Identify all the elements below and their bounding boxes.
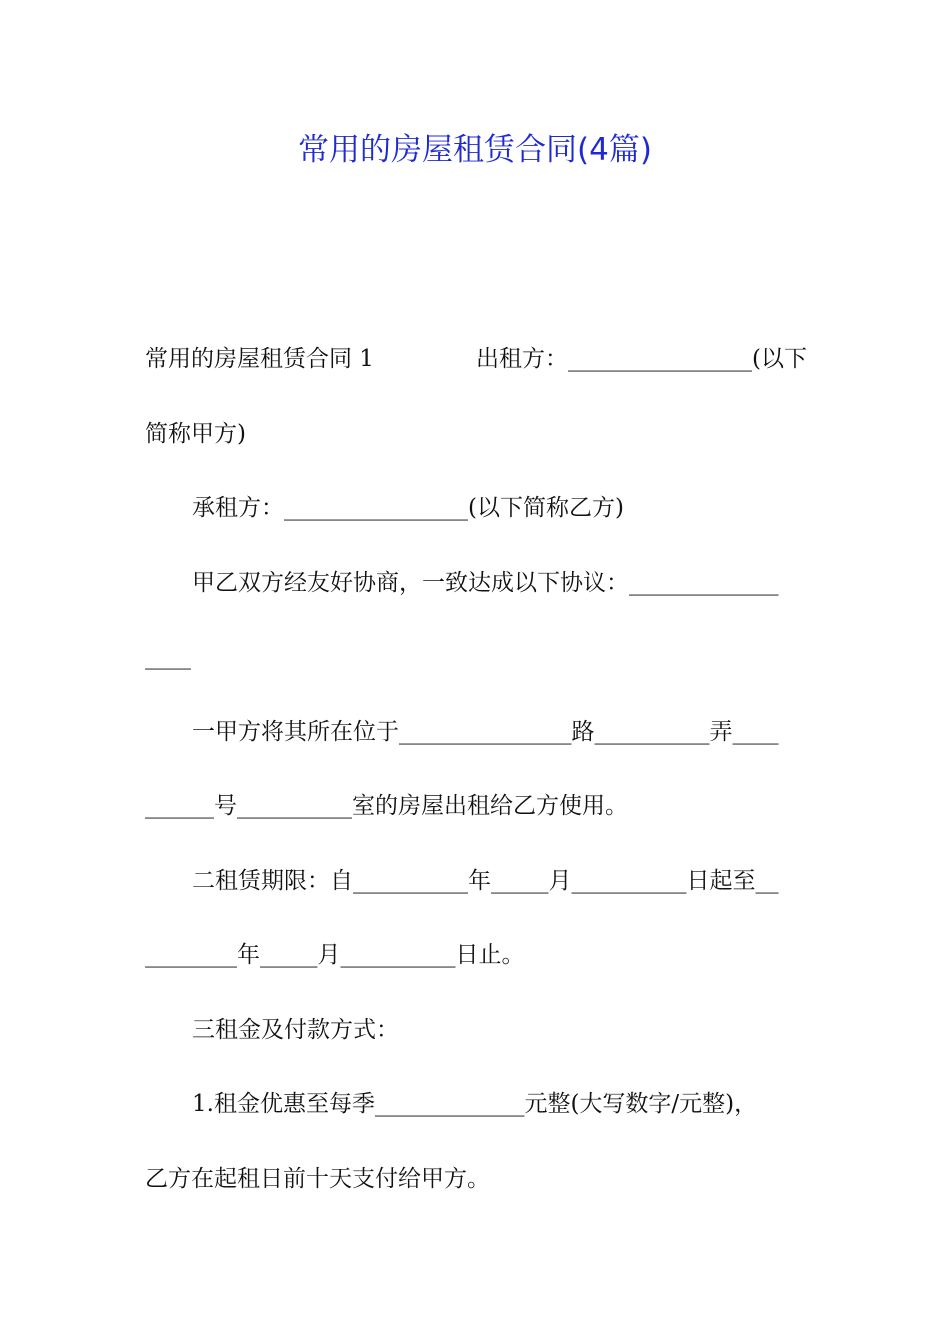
clause-2-term-cont: ________年_____月__________日止。	[145, 942, 525, 968]
clause-2-term: 二租赁期限：自__________年_____月__________日起至__	[192, 867, 779, 894]
clause-3-heading: 三租金及付款方式：	[192, 1016, 399, 1043]
document-body	[145, 338, 807, 1232]
document-title: 常用的房屋租赁合同(4篇)	[298, 132, 652, 168]
lessor-field: 出租方：________________(以下	[476, 346, 807, 372]
clause-3-1-rent-cont: 乙方在起租日前十天支付给甲方。	[145, 1165, 490, 1192]
agreement-intro-cont: ____	[145, 644, 191, 670]
agreement-intro: 甲乙双方经友好协商，一致达成以下协议：_____________	[192, 569, 779, 596]
paragraph-line-2: 简称甲方)	[145, 420, 246, 447]
lessee-field: 承租方：________________(以下简称乙方)	[192, 495, 624, 521]
clause-3-1-rent: 1.租金优惠至每季_____________元整(大写数字/元整)，	[192, 1091, 758, 1117]
clause-1-location: 一甲方将其所在位于_______________路__________弄____	[192, 718, 779, 745]
paragraph-line-1	[145, 338, 807, 413]
contract-number-label: 常用的房屋租赁合同 1	[145, 346, 374, 372]
clause-1-location-cont: ______号__________室的房屋出租给乙方使用。	[145, 793, 628, 819]
